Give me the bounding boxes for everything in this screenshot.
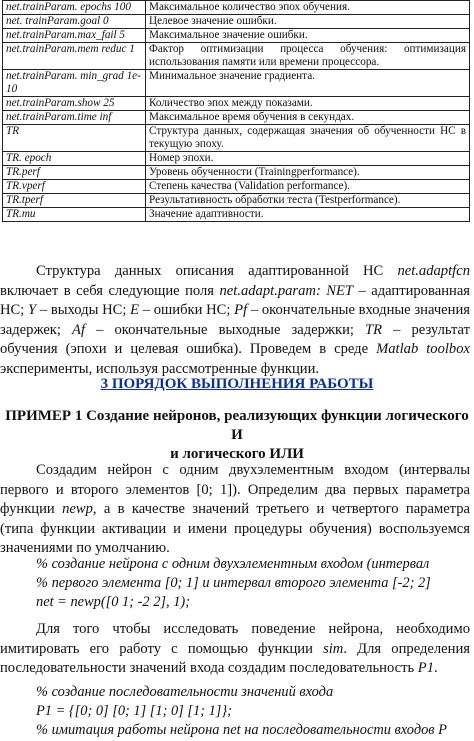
text-run: – адаптированная НС; [0,282,471,319]
param-description-cell: Результативность обработки теста (Testperformance). [146,194,470,208]
text-run: – выходы НС; [36,302,131,319]
param-name-cell: TR. epoch [3,152,146,166]
italic-run: net.adaptfcn [397,263,470,279]
italic-run: P1 [417,660,435,677]
param-name-cell: net.trainParam.time inf [3,111,146,125]
text-run: – окончательные входные значения задержек; [0,302,470,338]
param-description-cell: Максимальное значение ошибки. [146,29,470,43]
param-description-cell: Количество эпох между показами. [146,97,470,111]
table-row [3,43,470,70]
italic-run: sim [323,640,344,657]
param-name-cell: net.trainParam. epochs 100 [3,1,146,15]
param-name-cell: TR.tperf [3,194,146,208]
italic-run: Pf [234,302,248,319]
table-row [3,125,470,152]
param-description-cell: Значение адаптивности. [146,208,470,222]
table-row [3,180,470,194]
table-row [3,97,470,111]
param-name-cell: TR [3,125,146,152]
code-block-create-neuron [36,555,431,613]
table-row [3,15,470,29]
param-description-cell: Фактор оптимизации процесса обучения: оптимизация использования памяти или времени процессора. [146,43,470,70]
code-line: P1 = {[0; 0] [0; 1] [1; 0] [1; 1]}; [36,703,232,720]
parameters-table-body [3,1,470,222]
text-run: включает в себя следующие поля [0,282,220,299]
table-row [3,111,470,125]
paragraph-adapt-structure [0,262,470,380]
example-heading-line1: ПРИМЕР 1 Создание нейронов, реализующих функции логического И [5,408,469,443]
param-description-cell: Целевое значение ошибки. [146,15,470,29]
param-description-cell: Максимальное время обучения в секундах. [146,111,470,125]
param-description-cell: Максимальное количество эпох обучения. [146,1,470,15]
table-row [3,208,470,222]
table-row [3,152,470,166]
italic-run: Matlab toolbox [376,341,470,358]
code-line: % имитация работы нейрона net на последовательности входов P [36,722,447,739]
italic-run: Y [28,302,37,319]
section-heading: 3 ПОРЯДОК ВЫПОЛНЕНИЯ РАБОТЫ [100,376,374,392]
code-line: % создание нейрона с одним двухэлементным входом (интервал [36,556,430,572]
text-run: – результат обучения (эпохи и целевая ошибка). Проведем в среде [0,321,470,358]
italic-run: TR [365,321,383,338]
param-name-cell: net.trainParam.mem reduc 1 [3,43,146,70]
text-run: – ошибки НС; [139,302,235,319]
param-description-cell: Номер эпохи. [146,152,470,166]
param-description-cell: Степень качества (Validation performance). [146,180,470,194]
param-name-cell: TR.perf [3,166,146,180]
param-name-cell: net.trainParam.show 25 [3,97,146,111]
italic-run: net.adapt.param: NET [219,282,354,299]
param-name-cell: net. trainParam.goal 0 [3,15,146,29]
italic-run: E [130,302,140,319]
text-run: . [434,660,438,677]
param-name-cell: TR.vperf [3,180,146,194]
paragraph-simulate [0,620,470,679]
code-line: net = newp([0 1; -2 2], 1); [36,594,190,611]
text-run: Структура данных описания адаптированной НС [36,263,398,279]
example-heading-line2: и логического ИЛИ [170,446,304,462]
code-line: % первого элемента [0; 1] и интервал второго элемента [-2; 2] [36,575,431,592]
text-run: Создадим нейрон с одним двухэлементным входом (интервалы первого и второго элементов [0; 1]). Определим два первых параметра функции [0,462,470,518]
param-name-cell: net.trainParam. min_grad 1e-10 [3,70,146,97]
table-row [3,194,470,208]
text-run: . Для определения последовательности значений входа создадим последовательность [0,640,470,677]
text-run: – окончательные выходные задержки; [85,321,366,338]
parameters-table [2,0,470,222]
table-row [3,166,470,180]
paragraph-create-neuron [0,461,470,559]
param-description-cell: Структура данных, содержащая значения об обученности НС в текущую эпоху. [146,125,470,152]
param-description-cell: Минимальное значение градиента. [146,70,470,97]
param-description-cell: Уровень обученности (Trainingperformance). [146,166,470,180]
text-run: , а в качестве значений третьего и четвертого параметра (типа функции активации и имени процедуры обучения) воспользуемся значениями по умолчанию. [0,501,471,557]
text-run: Для того чтобы исследовать поведение нейрона, необходимо имитировать его работу с помощью функции [0,621,470,657]
table-row [3,29,470,43]
param-name-cell: TR.mu [3,208,146,222]
example-heading [0,407,474,464]
italic-run: newp [62,501,93,518]
italic-run: Af [72,321,86,338]
table-row [3,70,470,97]
param-name-cell: net.trainParam.max_fail 5 [3,29,146,43]
table-row [3,1,470,15]
text-run: эксперименты, используя рассмотренные функции. [0,360,320,377]
code-line: % создание последовательности значений входа [36,684,334,700]
